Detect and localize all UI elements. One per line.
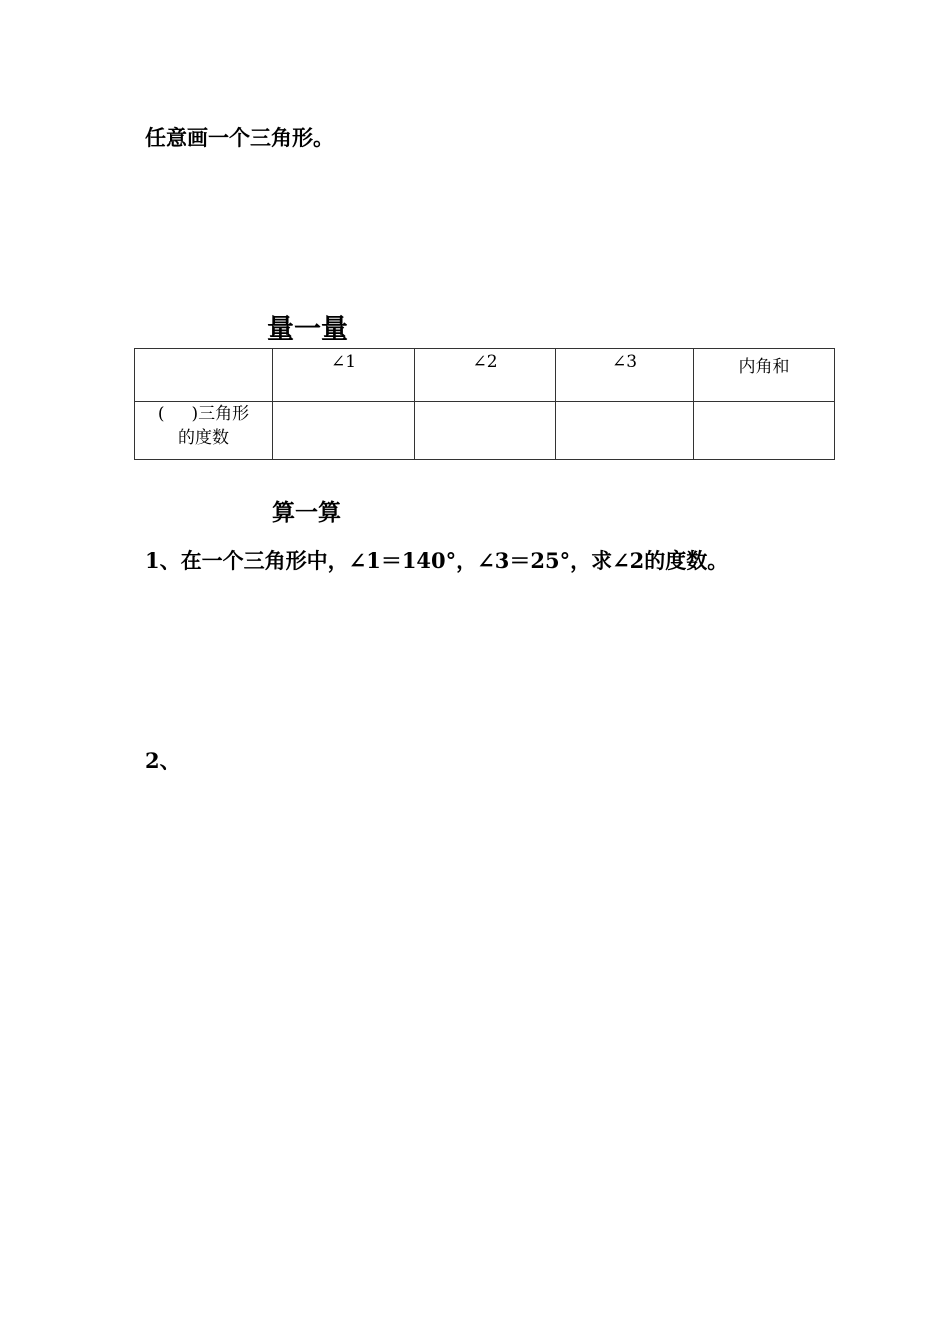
row-label-line-2: 的度数 [178,428,229,448]
table-header-angle-1 [273,349,415,402]
table-header-angle-2 [415,349,556,402]
header-label: 内角和 [738,357,790,377]
table-header-angle-3 [556,349,694,402]
calculate-heading: 算一算 [272,499,341,526]
header-label: ∠2 [472,352,498,372]
angle-1-value-cell[interactable] [273,402,415,460]
angle-3-value-cell[interactable] [556,402,694,460]
table-header-angle-sum [694,349,835,402]
row-label-cell [135,402,273,460]
draw-triangle-instruction: 任意画一个三角形。 [145,125,334,150]
header-label: ∠3 [611,352,638,372]
angle-measure-table [134,348,835,460]
problem-1: 1、在一个三角形中，∠1＝140°，∠3＝25°，求∠2的度数。 [145,548,729,573]
angle-sum-value-cell[interactable] [694,402,835,460]
table-header-row [135,349,835,402]
measure-heading: 量一量 [267,314,348,345]
angle-2-value-cell[interactable] [415,402,556,460]
row-label-line-1: ( )三角形 [157,404,250,424]
table-header-cell-blank [135,349,273,402]
problem-2: 2、 [145,748,181,773]
table-row [135,402,835,460]
header-label: ∠1 [330,352,357,372]
